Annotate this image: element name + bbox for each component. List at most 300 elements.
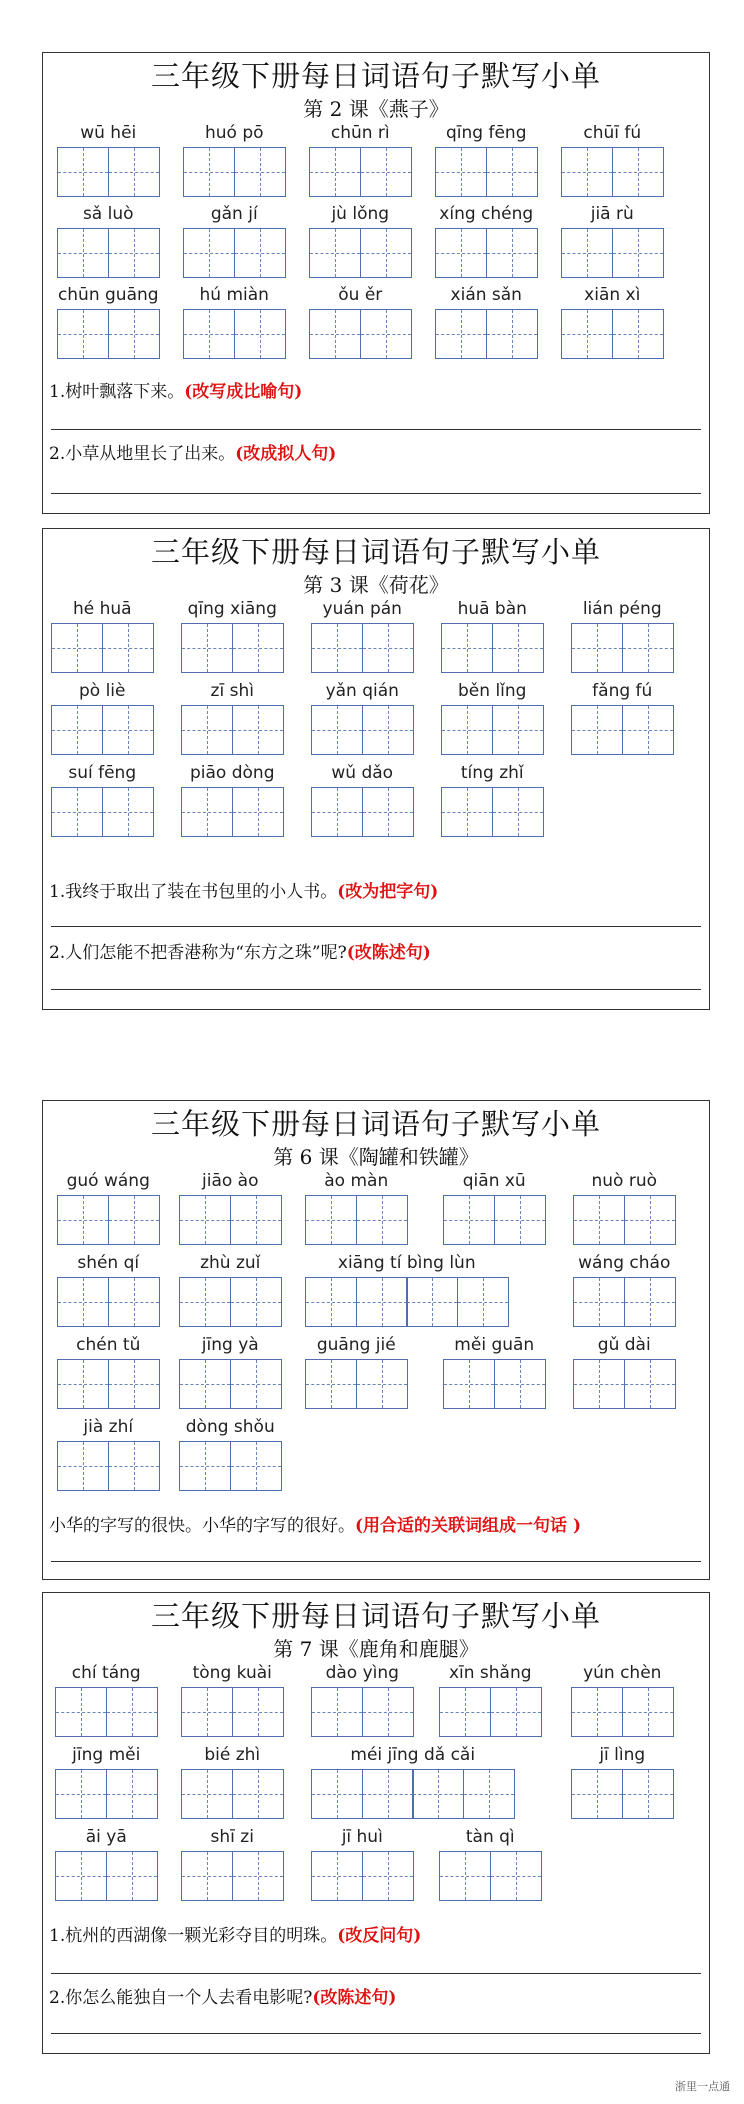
tianzige-cell[interactable] — [55, 1851, 107, 1901]
tianzige-cell[interactable] — [561, 228, 613, 278]
word-item — [57, 285, 160, 361]
writing-boxes — [573, 1277, 674, 1327]
word-item — [305, 1171, 408, 1247]
tianzige-cell[interactable] — [311, 1687, 363, 1737]
word-item — [183, 285, 286, 361]
tianzige-cell[interactable] — [360, 147, 412, 197]
tianzige-cell[interactable] — [443, 1359, 495, 1409]
tianzige-cell[interactable] — [57, 1277, 109, 1327]
pinyin-label: yún chèn — [583, 1663, 662, 1683]
word-item — [179, 1335, 282, 1411]
writing-boxes — [441, 787, 542, 837]
tianzige-cell[interactable] — [573, 1359, 625, 1409]
tianzige-cell[interactable] — [362, 1687, 414, 1737]
tianzige-cell[interactable] — [624, 1359, 676, 1409]
pinyin-label: bié zhì — [204, 1745, 261, 1765]
tianzige-cell[interactable] — [309, 147, 361, 197]
lesson-heading: 第 6 课《陶罐和铁罐》 — [273, 1145, 479, 1169]
tianzige-cell[interactable] — [492, 623, 544, 673]
tianzige-cell[interactable] — [571, 705, 623, 755]
tianzige-cell[interactable] — [490, 1687, 542, 1737]
question-2 — [49, 439, 336, 464]
question-1 — [49, 377, 302, 402]
writing-boxes — [57, 1195, 158, 1245]
word-item — [561, 285, 664, 361]
pinyin-label: lián péng — [582, 599, 662, 619]
tianzige-cell[interactable] — [573, 1277, 625, 1327]
pinyin-label: běn lǐng — [458, 681, 527, 701]
answer-line[interactable] — [51, 926, 701, 927]
word-item — [181, 681, 284, 757]
lesson-heading: 第 7 课《鹿角和鹿腿》 — [273, 1637, 479, 1661]
answer-line[interactable] — [51, 493, 701, 494]
sheet-title: 三年级下册每日词语句子默写小单 — [150, 1107, 601, 1141]
tianzige-cell[interactable] — [362, 1851, 414, 1901]
pinyin-label: hé huā — [72, 599, 132, 619]
question-hint: (改写成比喻句) — [184, 382, 303, 402]
tianzige-cell[interactable] — [622, 705, 674, 755]
tianzige-cell[interactable] — [492, 705, 544, 755]
tianzige-cell[interactable] — [230, 1195, 282, 1245]
pinyin-label: měi guān — [454, 1335, 535, 1355]
tianzige-cell[interactable] — [435, 309, 487, 359]
tianzige-cell[interactable] — [230, 1441, 282, 1491]
word-item — [57, 1335, 160, 1411]
writing-boxes — [311, 1769, 513, 1819]
word-item — [573, 1171, 676, 1247]
pinyin-label: wǔ dǎo — [331, 763, 394, 783]
word-item — [309, 285, 412, 361]
writing-boxes — [571, 1769, 672, 1819]
tianzige-cell[interactable] — [108, 147, 160, 197]
pinyin-label: jiāo ào — [202, 1171, 259, 1191]
tianzige-cell[interactable] — [57, 1195, 109, 1245]
tianzige-cell[interactable] — [179, 1277, 231, 1327]
pinyin-label: tòng kuài — [192, 1663, 272, 1683]
tianzige-cell[interactable] — [362, 705, 414, 755]
word-item — [571, 681, 674, 757]
writing-boxes — [183, 228, 284, 278]
writing-boxes — [305, 1359, 406, 1409]
question-text: 小华的字写的很快。小华的字写的很好。 — [49, 1516, 355, 1536]
writing-boxes — [55, 1769, 156, 1819]
word-item — [441, 599, 544, 675]
tianzige-cell[interactable] — [232, 623, 284, 673]
writing-boxes — [305, 1277, 507, 1327]
tianzige-cell[interactable] — [622, 1769, 674, 1819]
tianzige-cell[interactable] — [232, 705, 284, 755]
word-item — [311, 1663, 414, 1739]
tianzige-cell[interactable] — [108, 1277, 160, 1327]
tianzige-cell[interactable] — [486, 228, 538, 278]
tianzige-cell[interactable] — [181, 623, 233, 673]
tianzige-cell[interactable] — [57, 228, 109, 278]
word-item — [181, 1827, 284, 1903]
tianzige-cell[interactable] — [612, 228, 664, 278]
tianzige-cell[interactable] — [106, 1851, 158, 1901]
pinyin-label: jiā rù — [590, 204, 634, 224]
question-hint: (改陈述句) — [312, 1988, 397, 2008]
tianzige-cell[interactable] — [492, 787, 544, 837]
writing-boxes — [181, 787, 282, 837]
writing-boxes — [441, 705, 542, 755]
pinyin-label: chí táng — [71, 1663, 141, 1683]
tianzige-cell[interactable] — [612, 147, 664, 197]
pinyin-label: tíng zhǐ — [460, 763, 524, 783]
word-item — [435, 123, 538, 199]
writing-boxes — [181, 705, 282, 755]
pinyin-label: nuò ruò — [591, 1171, 658, 1191]
tianzige-cell[interactable] — [102, 623, 154, 673]
answer-line[interactable] — [51, 2033, 701, 2034]
tianzige-cell[interactable] — [624, 1277, 676, 1327]
pinyin-label: tàn qì — [465, 1827, 515, 1847]
tianzige-cell[interactable] — [305, 1277, 357, 1327]
word-item — [55, 1827, 158, 1903]
writing-boxes — [309, 147, 410, 197]
tianzige-cell[interactable] — [463, 1769, 515, 1819]
tianzige-cell[interactable] — [181, 787, 233, 837]
writing-boxes — [439, 1687, 540, 1737]
word-item — [179, 1253, 282, 1329]
word-item — [435, 285, 538, 361]
tianzige-cell[interactable] — [181, 1851, 233, 1901]
tianzige-cell[interactable] — [435, 147, 487, 197]
tianzige-cell[interactable] — [571, 623, 623, 673]
question-2 — [49, 1983, 396, 2008]
pinyin-label: jī lìng — [599, 1745, 646, 1765]
tianzige-cell[interactable] — [181, 705, 233, 755]
tianzige-cell[interactable] — [441, 705, 493, 755]
tianzige-cell[interactable] — [362, 623, 414, 673]
word-item — [309, 123, 412, 199]
footer-watermark: 浙里一点通 — [675, 2080, 730, 2093]
tianzige-cell[interactable] — [181, 1687, 233, 1737]
writing-boxes — [573, 1359, 674, 1409]
pinyin-label: huó pō — [204, 123, 264, 143]
pinyin-label: jī huì — [341, 1827, 383, 1847]
word-item — [305, 1253, 509, 1329]
writing-boxes — [57, 228, 158, 278]
tianzige-cell[interactable] — [232, 1769, 284, 1819]
pinyin-label: jīng yà — [201, 1335, 259, 1355]
pinyin-label: piāo dòng — [190, 763, 275, 783]
word-item — [183, 204, 286, 280]
writing-boxes — [311, 623, 412, 673]
tianzige-cell[interactable] — [490, 1851, 542, 1901]
writing-boxes — [179, 1441, 280, 1491]
tianzige-cell[interactable] — [443, 1195, 495, 1245]
tianzige-cell[interactable] — [311, 705, 363, 755]
word-item — [179, 1171, 282, 1247]
tianzige-cell[interactable] — [439, 1687, 491, 1737]
writing-boxes — [571, 623, 672, 673]
writing-boxes — [179, 1277, 280, 1327]
answer-line[interactable] — [51, 989, 701, 990]
word-item — [311, 1745, 515, 1821]
word-grid — [43, 529, 709, 1009]
tianzige-cell[interactable] — [494, 1359, 546, 1409]
sheet-title: 三年级下册每日词语句子默写小单 — [150, 59, 601, 93]
tianzige-cell[interactable] — [179, 1195, 231, 1245]
word-item — [51, 599, 154, 675]
pinyin-label: pò liè — [78, 681, 126, 701]
tianzige-cell[interactable] — [57, 1359, 109, 1409]
word-item — [571, 1745, 674, 1821]
tianzige-cell[interactable] — [571, 1769, 623, 1819]
tianzige-cell[interactable] — [57, 147, 109, 197]
word-item — [573, 1335, 676, 1411]
tianzige-cell[interactable] — [108, 1359, 160, 1409]
tianzige-cell[interactable] — [108, 228, 160, 278]
tianzige-cell[interactable] — [494, 1195, 546, 1245]
tianzige-cell[interactable] — [356, 1359, 408, 1409]
tianzige-cell[interactable] — [57, 309, 109, 359]
tianzige-cell[interactable] — [183, 228, 235, 278]
tianzige-cell[interactable] — [624, 1195, 676, 1245]
lesson-heading: 第 2 课《燕子》 — [303, 97, 449, 121]
tianzige-cell[interactable] — [571, 1687, 623, 1737]
pinyin-label: xiāng tí bìng lùn — [337, 1253, 476, 1273]
tianzige-cell[interactable] — [441, 787, 493, 837]
pinyin-label: yǎn qián — [325, 681, 399, 701]
tianzige-cell[interactable] — [435, 228, 487, 278]
word-item — [441, 763, 544, 839]
tianzige-cell[interactable] — [311, 1851, 363, 1901]
writing-boxes — [311, 1687, 412, 1737]
pinyin-label: dòng shǒu — [185, 1417, 275, 1437]
writing-boxes — [51, 623, 152, 673]
pinyin-label: jià zhí — [83, 1417, 134, 1437]
writing-boxes — [443, 1359, 544, 1409]
tianzige-cell[interactable] — [179, 1359, 231, 1409]
tianzige-cell[interactable] — [362, 787, 414, 837]
tianzige-cell[interactable] — [311, 1769, 363, 1819]
word-item — [435, 204, 538, 280]
tianzige-cell[interactable] — [234, 309, 286, 359]
pinyin-label: gǎn jí — [210, 204, 258, 224]
writing-boxes — [51, 787, 152, 837]
tianzige-cell[interactable] — [362, 1769, 414, 1819]
writing-boxes — [181, 1769, 282, 1819]
writing-boxes — [435, 309, 536, 359]
writing-boxes — [311, 705, 412, 755]
tianzige-cell[interactable] — [305, 1195, 357, 1245]
tianzige-cell[interactable] — [439, 1851, 491, 1901]
word-item — [571, 599, 674, 675]
pinyin-label: wū hēi — [80, 123, 137, 143]
writing-boxes — [57, 1441, 158, 1491]
tianzige-cell[interactable] — [309, 309, 361, 359]
tianzige-cell[interactable] — [622, 623, 674, 673]
question-hint: (改为把字句) — [337, 882, 439, 902]
tianzige-cell[interactable] — [232, 1851, 284, 1901]
pinyin-label: zī shì — [210, 681, 254, 701]
pinyin-label: yuán pán — [322, 599, 402, 619]
writing-boxes — [435, 228, 536, 278]
writing-boxes — [309, 309, 410, 359]
word-item — [305, 1335, 408, 1411]
tianzige-cell[interactable] — [305, 1359, 357, 1409]
tianzige-cell[interactable] — [561, 147, 613, 197]
word-item — [439, 1663, 542, 1739]
tianzige-cell[interactable] — [51, 705, 103, 755]
pinyin-label: guó wáng — [66, 1171, 150, 1191]
writing-boxes — [441, 623, 542, 673]
tianzige-cell[interactable] — [232, 787, 284, 837]
tianzige-cell[interactable] — [232, 1687, 284, 1737]
worksheet-lesson-2 — [42, 52, 710, 514]
word-item — [57, 1171, 160, 1247]
writing-boxes — [183, 309, 284, 359]
word-item — [311, 681, 414, 757]
worksheet-lesson-6 — [42, 1100, 710, 1580]
tianzige-cell[interactable] — [106, 1687, 158, 1737]
word-item — [441, 681, 544, 757]
sheet-title: 三年级下册每日词语句子默写小单 — [150, 1599, 601, 1633]
question-text: 1.杭州的西湖像一颗光彩夺目的明珠。 — [49, 1926, 338, 1946]
word-item — [183, 123, 286, 199]
question-hint: (用合适的关联词组成一句话 ) — [355, 1516, 582, 1536]
writing-boxes — [181, 1687, 282, 1737]
word-item — [443, 1171, 546, 1247]
pinyin-label: jù lǒng — [331, 204, 390, 224]
pinyin-label: suí fēng — [68, 763, 137, 783]
word-item — [179, 1417, 282, 1493]
writing-boxes — [571, 1687, 672, 1737]
pinyin-label: xián sǎn — [450, 285, 522, 305]
tianzige-cell[interactable] — [108, 309, 160, 359]
writing-boxes — [309, 228, 410, 278]
pinyin-label: ào màn — [324, 1171, 389, 1191]
tianzige-cell[interactable] — [311, 787, 363, 837]
tianzige-cell[interactable] — [55, 1769, 107, 1819]
tianzige-cell[interactable] — [102, 787, 154, 837]
word-item — [181, 763, 284, 839]
answer-line[interactable] — [51, 429, 701, 430]
question-text: 2.小草从地里长了出来。 — [49, 444, 236, 464]
pinyin-label: shén qí — [77, 1253, 140, 1273]
tianzige-cell[interactable] — [55, 1687, 107, 1737]
tianzige-cell[interactable] — [441, 623, 493, 673]
writing-boxes — [305, 1195, 406, 1245]
writing-boxes — [57, 147, 158, 197]
tianzige-cell[interactable] — [457, 1277, 509, 1327]
pinyin-label: xiān xì — [584, 285, 641, 305]
question-hint: (改陈述句) — [346, 943, 431, 963]
pinyin-label: shī zi — [210, 1827, 254, 1847]
writing-boxes — [179, 1195, 280, 1245]
question-text: 1.树叶飘落下来。 — [49, 382, 185, 402]
lesson-heading: 第 3 课《荷花》 — [303, 573, 449, 597]
writing-boxes — [439, 1851, 540, 1901]
pinyin-label: fǎng fú — [592, 681, 653, 701]
tianzige-cell[interactable] — [360, 228, 412, 278]
tianzige-cell[interactable] — [106, 1769, 158, 1819]
word-item — [573, 1253, 676, 1329]
tianzige-cell[interactable] — [622, 1687, 674, 1737]
tianzige-cell[interactable] — [412, 1769, 464, 1819]
tianzige-cell[interactable] — [356, 1195, 408, 1245]
pinyin-label: guāng jié — [316, 1335, 396, 1355]
word-item — [181, 599, 284, 675]
pinyin-label: qiān xū — [462, 1171, 526, 1191]
writing-boxes — [561, 309, 662, 359]
writing-boxes — [561, 228, 662, 278]
answer-line[interactable] — [51, 1561, 701, 1562]
tianzige-cell[interactable] — [311, 623, 363, 673]
pinyin-label: méi jīng dǎ cǎi — [350, 1745, 476, 1765]
writing-boxes — [55, 1851, 156, 1901]
question-1 — [49, 1511, 581, 1536]
writing-boxes — [443, 1195, 544, 1245]
tianzige-cell[interactable] — [230, 1277, 282, 1327]
word-item — [55, 1745, 158, 1821]
tianzige-cell[interactable] — [561, 309, 613, 359]
tianzige-cell[interactable] — [406, 1277, 458, 1327]
writing-boxes — [181, 1851, 282, 1901]
word-item — [311, 763, 414, 839]
writing-boxes — [51, 705, 152, 755]
tianzige-cell[interactable] — [230, 1359, 282, 1409]
tianzige-cell[interactable] — [108, 1195, 160, 1245]
tianzige-cell[interactable] — [360, 309, 412, 359]
pinyin-label: chén tǔ — [76, 1335, 141, 1355]
pinyin-label: dào yìng — [325, 1663, 399, 1683]
tianzige-cell[interactable] — [486, 309, 538, 359]
tianzige-cell[interactable] — [51, 787, 103, 837]
tianzige-cell[interactable] — [181, 1769, 233, 1819]
question-text: 1.我终于取出了装在书包里的小人书。 — [49, 882, 338, 902]
word-item — [181, 1745, 284, 1821]
tianzige-cell[interactable] — [51, 623, 103, 673]
word-item — [309, 204, 412, 280]
question-text: 2.你怎么能独自一个人去看电影呢? — [49, 1988, 313, 2008]
pinyin-label: chūn guāng — [57, 285, 159, 305]
word-item — [57, 1417, 160, 1493]
tianzige-cell[interactable] — [486, 147, 538, 197]
writing-boxes — [571, 705, 672, 755]
word-item — [57, 204, 160, 280]
tianzige-cell[interactable] — [234, 228, 286, 278]
writing-boxes — [311, 787, 412, 837]
tianzige-cell[interactable] — [356, 1277, 408, 1327]
tianzige-cell[interactable] — [108, 1441, 160, 1491]
tianzige-cell[interactable] — [309, 228, 361, 278]
writing-boxes — [561, 147, 662, 197]
tianzige-cell[interactable] — [573, 1195, 625, 1245]
tianzige-cell[interactable] — [102, 705, 154, 755]
word-item — [311, 1827, 414, 1903]
writing-boxes — [57, 309, 158, 359]
pinyin-label: āi yā — [85, 1827, 127, 1847]
question-1 — [49, 1921, 421, 1946]
question-text: 2.人们怎能不把香港称为“东方之珠”呢? — [49, 943, 347, 963]
answer-line[interactable] — [51, 1973, 701, 1974]
tianzige-cell[interactable] — [612, 309, 664, 359]
word-item — [181, 1663, 284, 1739]
writing-boxes — [179, 1359, 280, 1409]
writing-boxes — [183, 147, 284, 197]
question-1 — [49, 877, 438, 902]
tianzige-cell[interactable] — [57, 1441, 109, 1491]
tianzige-cell[interactable] — [234, 147, 286, 197]
tianzige-cell[interactable] — [179, 1441, 231, 1491]
pinyin-label: qīng xiāng — [187, 599, 277, 619]
tianzige-cell[interactable] — [183, 147, 235, 197]
word-item — [561, 204, 664, 280]
tianzige-cell[interactable] — [183, 309, 235, 359]
